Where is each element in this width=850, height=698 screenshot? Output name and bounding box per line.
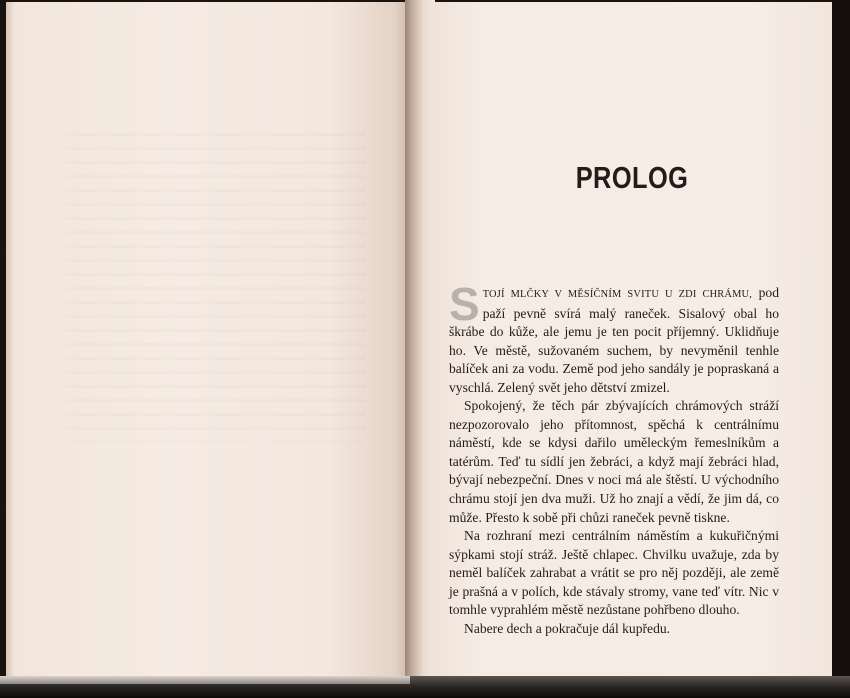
show-through-texture bbox=[66, 122, 366, 442]
opening-small-caps: TOJÍ MLČKY V MĚSÍČNÍM SVITU U ZDI CHRÁMU, bbox=[482, 289, 753, 300]
paragraph-1 bbox=[449, 278, 779, 397]
paragraph-2: Spokojený, že těch pár zbývajících chrámových stráží nezpozorovalo jeho přítomnost, spěchá k centrálnímu náměstí, kde se kdysi dařilo uměleckým řemeslníkům a tatérům. Teď tu sídlí jen žebráci, a když mají žebráci hlad, bývají nebezpeční. Dnes v noci má ale štěstí. U východního chrámu stojí jen dva muži. Už ho znají a vědí, že jim dá, co může. Přesto k sobě při chůzi raneček pevně tiskne. bbox=[449, 398, 779, 525]
left-page-blank bbox=[6, 2, 411, 678]
drop-cap: S bbox=[449, 278, 480, 330]
body-text bbox=[449, 278, 779, 638]
left-page-edge bbox=[6, 2, 14, 678]
paragraph-4: Nabere dech a pokračuje dál kupředu. bbox=[464, 620, 671, 636]
page-stack-edge bbox=[0, 676, 410, 684]
paragraph-1-text: pod paží pevně svírá malý raneček. Sisalový obal ho škrábe do kůže, ale jemu je ten pocit příjemný. Uklidňuje ho. Ve městě, sužovaném suchem, by nevyměnil tenhle balíček ani za vodu. Země pod jeho sandály je popraskaná a vyschlá. Zelený svět jeho dětství zmizel. bbox=[449, 285, 779, 395]
paragraph-3: Na rozhraní mezi centrálním náměstím a kukuřičnými sýpkami stojí stráž. Ještě chlapec. Chvilku uvažuje, zda by neměl balíček zahrabat a vrátit se pro něj později, ale země je prašná a v polích, kde stávaly stromy, vane teď vítr. Nic v tomhle vyprahlém městě nezůstane pohřbeno dlouho. bbox=[449, 528, 779, 618]
background-right bbox=[832, 0, 850, 698]
chapter-title: PROLOG bbox=[575, 160, 689, 195]
